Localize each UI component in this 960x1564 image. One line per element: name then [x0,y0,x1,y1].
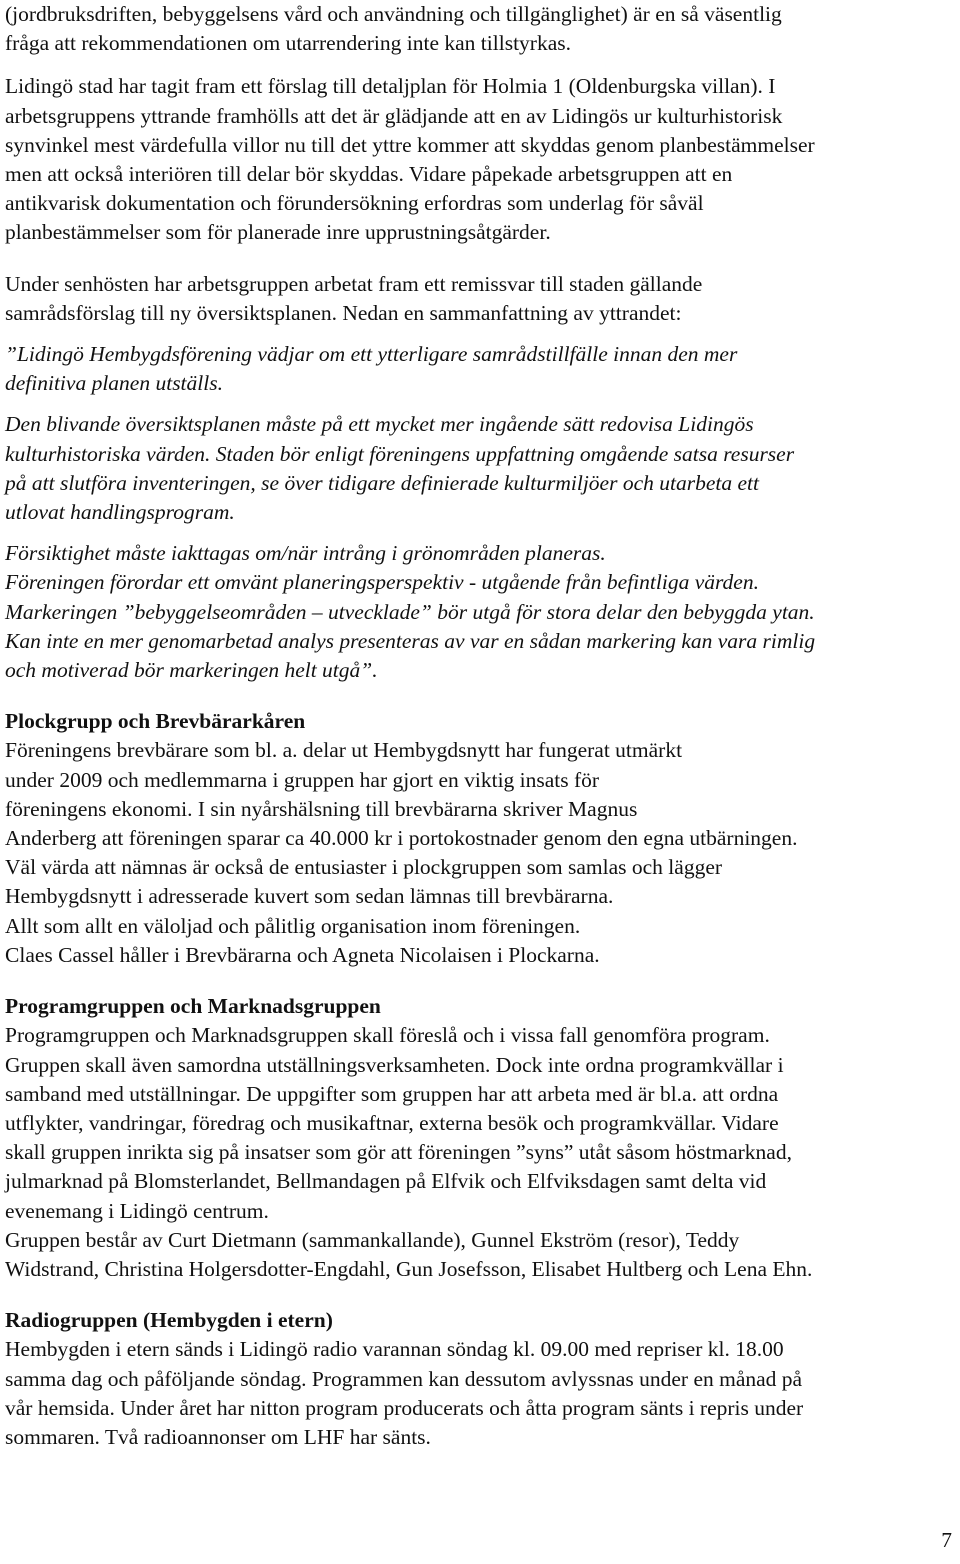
section-heading: Programgruppen och Marknadsgruppen [5,994,381,1019]
text-line: på att slutföra inventeringen, se över tidigare definierade kulturmiljöer och utarbeta ett [5,470,759,495]
section-heading: Radiogruppen (Hembygden i etern) [5,1308,333,1333]
text-line: Lidingö stad har tagit fram ett förslag till detaljplan för Holmia 1 (Oldenburgska villan). I [5,74,776,99]
text-line: Försiktighet måste iakttagas om/när intrång i grönområden planeras. [5,541,606,566]
text-line: Allt som allt en väloljad och pålitlig organisation inom föreningen. [5,913,581,938]
text-line: evenemang i Lidingö centrum. [5,1198,269,1223]
text-line: Widstrand, Christina Holgersdotter-Engdahl, Gun Josefsson, Elisabet Hultberg och Lena Ehn. [5,1256,813,1281]
text-line: utlovat handlingsprogram. [5,500,235,525]
document-page [5,0,957,1452]
text-line: under 2009 och medlemmarna i gruppen har gjort en viktig insats för [5,767,600,792]
text-line: (jordbruksdriften, bebyggelsens vård och användning och tillgänglighet) är en så väsentlig [5,2,782,26]
text-line: Claes Cassel håller i Brevbärarna och Agneta Nicolaisen i Plockarna. [5,942,600,967]
text-line: vår hemsida. Under året har nitton program producerats och åtta program sänts i repris under [5,1395,804,1420]
text-line: Markeringen ”bebyggelseområden – utvecklade” bör utgå för stora delar den bebyggda ytan. [5,599,815,624]
text-line: Gruppen skall även samordna utställningsverksamheten. Dock inte ordna programkvällar i [5,1052,784,1077]
text-line: samma dag och påföljande söndag. Programmen kan dessutom avlyssnas under en månad på [5,1366,803,1391]
section-programgruppen [5,992,957,1284]
text-line: kulturhistoriska värden. Staden bör enligt föreningens uppfattning omgående satsa resurser [5,441,795,466]
text-line: Den blivande översiktsplanen måste på ett mycket mer ingående sätt redovisa Lidingös [5,412,754,437]
text-line: synvinkel mest värdefulla villor nu till det yttre kommer att skyddas genom planbestämmelser [5,132,815,157]
paragraph-holmia [5,72,957,247]
text-line: Hembygden i etern sänds i Lidingö radio varannan söndag kl. 09.00 med repriser kl. 18.00 [5,1337,784,1362]
section-heading: Plockgrupp och Brevbärarkåren [5,709,306,734]
text-line: definitiva planen utställs. [5,371,223,396]
text-line: föreningens ekonomi. I sin nyårshälsning till brevbärarna skriver Magnus [5,796,638,821]
text-line: men att också interiören till delar bör skyddas. Vidare påpekade arbetsgruppen att en [5,162,733,187]
text-line: Kan inte en mer genomarbetad analys presenteras av var en sådan markering kan vara rimlig [5,628,816,653]
paragraph-oversiktsplan [5,270,957,328]
text-line: julmarknad på Blomsterlandet, Bellmandagen på Elfvik och Elfviksdagen samt delta vid [5,1169,767,1194]
paragraph-agriculture [5,0,957,58]
section-plockgrupp [5,707,957,970]
text-line: och motiverad bör markeringen helt utgå”. [5,658,378,683]
quote-kulturhistoriska-varden [5,410,957,527]
text-line: antikvarisk dokumentation och förundersökning erfordras som underlag för såväl [5,191,704,216]
text-line: Gruppen består av Curt Dietmann (sammankallande), Gunnel Ekström (resor), Teddy [5,1227,740,1252]
text-line: planbestämmelser som för planerade inre upprustningsåtgärder. [5,220,551,245]
text-line: fråga att rekommendationen om utarrendering inte kan tillstyrkas. [5,31,571,56]
text-line: Föreningen förordar ett omvänt planeringsperspektiv - utgående från befintliga värden. [5,570,759,595]
text-line: Under senhösten har arbetsgruppen arbetat fram ett remissvar till staden gällande [5,271,703,296]
text-line: Anderberg att föreningen sparar ca 40.000 kr i portokostnader genom den egna utbärningen. [5,826,798,851]
text-line: samband med utställningar. De uppgifter som gruppen har att arbeta med är bl.a. att ordna [5,1081,779,1106]
quote-gronomraden [5,539,957,685]
text-line: Hembygdsnytt i adresserade kuvert som sedan lämnas till brevbärarna. [5,884,614,909]
text-line: samrådsförslag till ny översiktsplanen. Nedan en sammanfattning av yttrandet: [5,300,682,325]
text-line: arbetsgruppens yttrande framhölls att det är glädjande att en av Lidingös ur kulturhistorisk [5,103,783,128]
text-line: skall gruppen inrikta sig på insatser som gör att föreningen ”syns” utåt såsom höstmarknad, [5,1140,792,1165]
text-line: utflykter, vandringar, föredrag och musikaftnar, externa besök och programkvällar. Vidare [5,1110,779,1135]
text-line: Föreningens brevbärare som bl. a. delar ut Hembygdsnytt har fungerat utmärkt [5,738,683,763]
section-radiogruppen [5,1306,957,1452]
text-line: sommaren. Två radioannonser om LHF har sänts. [5,1424,431,1449]
quote-samradstillfalle [5,340,957,398]
text-line: Väl värda att nämnas är också de entusiaster i plockgruppen som samlas och lägger [5,855,723,880]
page-number: 7 [941,1528,952,1552]
text-line: ”Lidingö Hembygdsförening vädjar om ett ytterligare samrådstillfälle innan den mer [5,342,738,367]
text-line: Programgruppen och Marknadsgruppen skall föreslå och i vissa fall genomföra program. [5,1023,770,1048]
